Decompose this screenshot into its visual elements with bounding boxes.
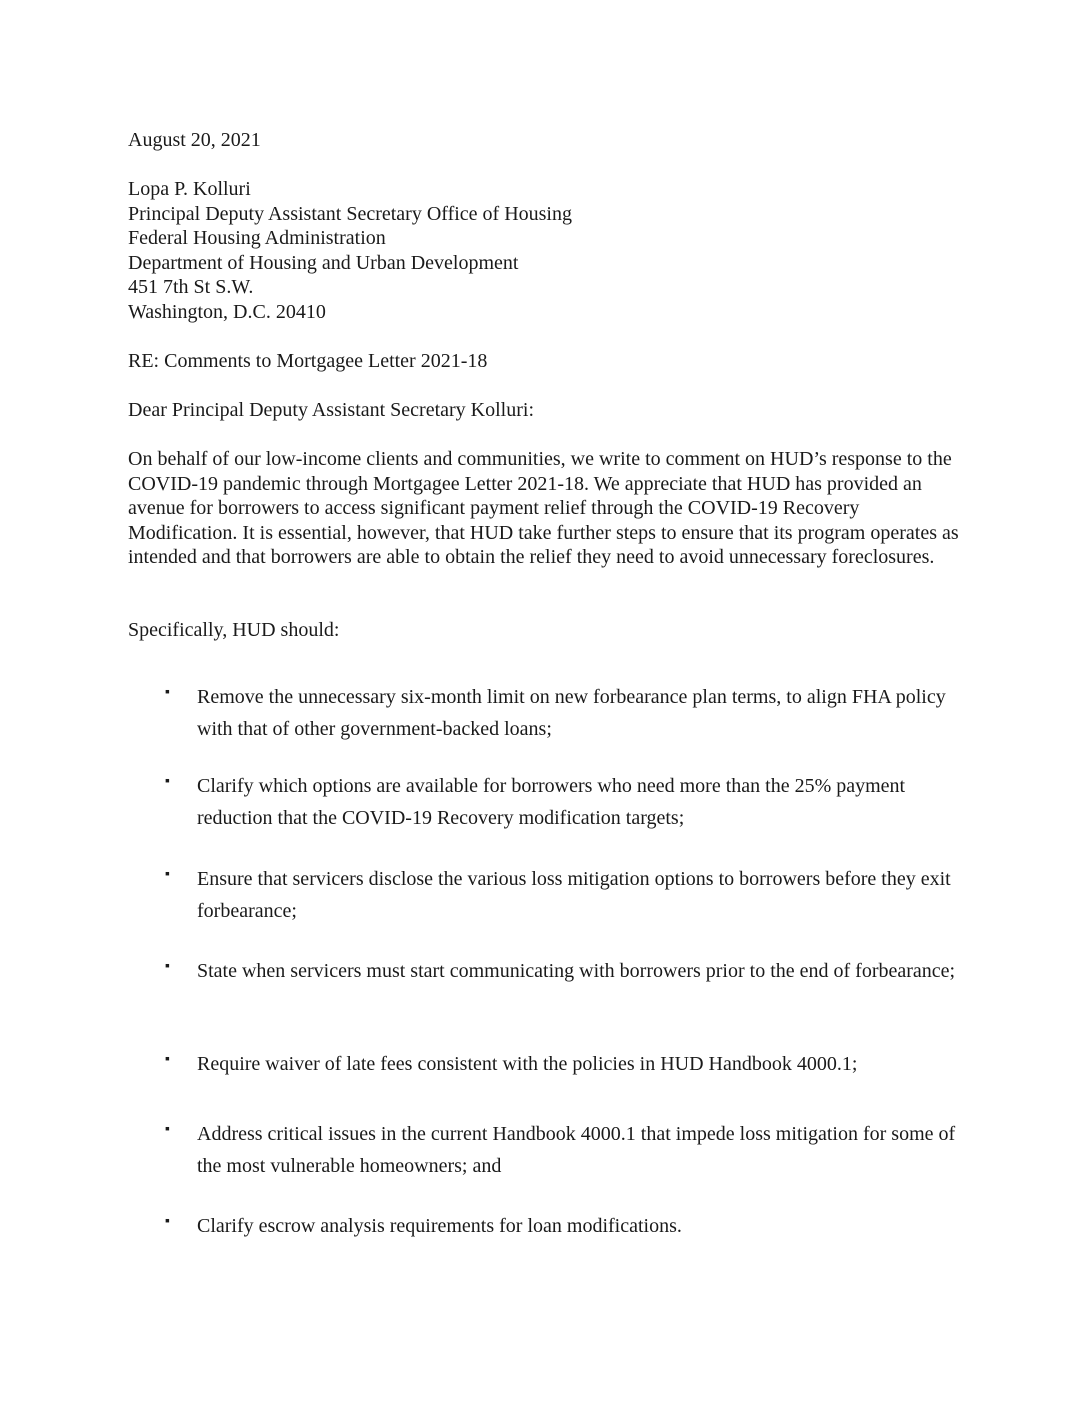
recipient-street: 451 7th St S.W.	[128, 276, 254, 298]
salutation-text: Dear Principal Deputy Assistant Secretary Kolluri:	[128, 399, 535, 421]
list-item-text: Require waiver of late fees consistent with the policies in HUD Handbook 4000.1;	[197, 1053, 858, 1075]
recipient-department: Department of Housing and Urban Development	[128, 251, 519, 274]
list-item-text: Remove the unnecessary six-month limit on new forbearance plan terms, to align FHA policy with that of other government-backed loans;	[197, 686, 946, 740]
bullet-icon: ▪	[165, 774, 170, 789]
bullet-icon: ▪	[165, 959, 170, 974]
bullet-icon: ▪	[165, 867, 170, 882]
recipient-agency: Federal Housing Administration	[128, 227, 386, 249]
list-item-text: Ensure that servicers disclose the various loss mitigation options to borrowers before they exit forbearance;	[197, 868, 951, 922]
list-item-text: Clarify which options are available for borrowers who need more than the 25% payment reduction that the COVID-19 Recovery modification targets;	[197, 775, 906, 829]
recipient-city: Washington, D.C. 20410	[128, 300, 326, 323]
intro-paragraph: On behalf of our low-income clients and communities, we write to comment on HUD’s response to the COVID-19 pandemic through Mortgagee Letter 2021-18. We appreciate that HUD has provided an avenue for borrowers to access significant payment relief through the COVID-19 Recovery Modification. It is essential, however, that HUD take further steps to ensure that its program operates as intended and that borrowers are able to obtain the relief they need to avoid unnecessary foreclosures.	[128, 448, 959, 568]
bullet-icon: ▪	[165, 1122, 170, 1137]
letter-date	[128, 128, 968, 153]
subject-line	[128, 349, 968, 374]
list-intro	[128, 618, 968, 643]
list-item-text: Clarify escrow analysis requirements for loan modifications.	[197, 1215, 682, 1237]
list-item-text: Address critical issues in the current Handbook 4000.1 that impede loss mitigation for some of the most vulnerable homeowners; and	[197, 1123, 956, 1177]
subject-text: RE: Comments to Mortgagee Letter 2021-18	[128, 350, 488, 372]
bullet-icon: ▪	[165, 1052, 170, 1067]
recipient-address-block	[128, 177, 968, 324]
list-item-text: State when servicers must start communicating with borrowers prior to the end of forbearance;	[197, 960, 956, 982]
salutation	[128, 398, 968, 423]
date-text: August 20, 2021	[128, 129, 261, 151]
bullet-icon: ▪	[165, 1214, 170, 1229]
recipient-title: Principal Deputy Assistant Secretary Office of Housing	[128, 202, 572, 225]
recipient-name: Lopa P. Kolluri	[128, 178, 251, 200]
bullet-icon: ▪	[165, 685, 170, 700]
list-intro-text: Specifically, HUD should:	[128, 619, 340, 641]
